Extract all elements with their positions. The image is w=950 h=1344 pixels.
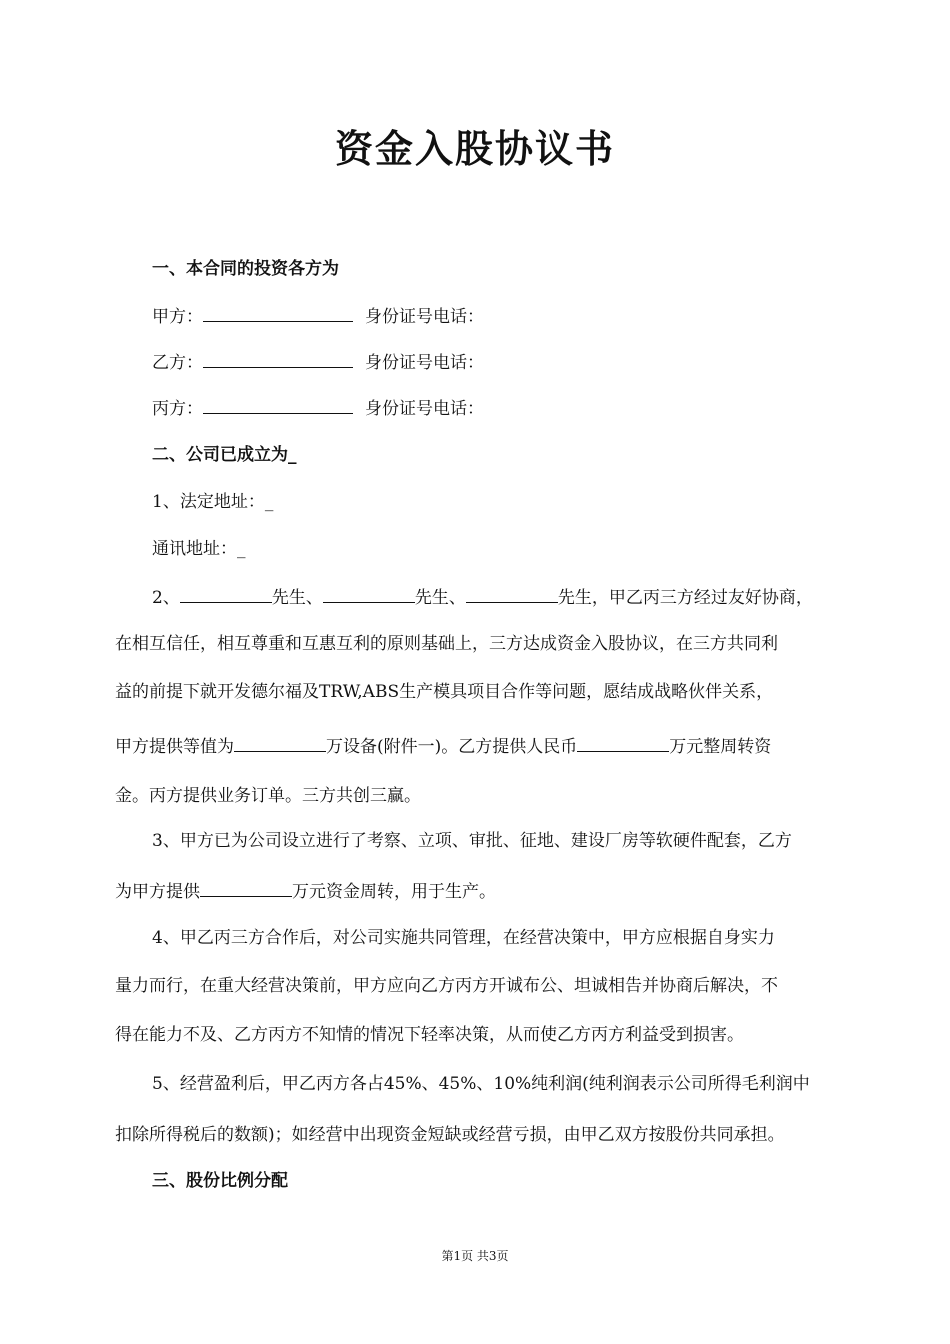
funding-purpose-label: 万元资金周转，用于生产。 [292,882,496,902]
document-title: 资金入股协议书 [334,127,615,171]
section-2-heading: 二、公司已成立为_ [152,445,297,465]
party-a-line [152,304,484,328]
funding-label: 为甲方提供 [115,882,200,902]
mr-2-label: 先生、 [414,588,466,608]
clause-5-line-1: 5、经营盈利后，甲乙丙方各占45%、45%、10%纯利润(纯利润表示公司所得毛利润中 [152,1074,810,1094]
clause-2-line-5: 金。丙方提供业务订单。三方共创三赢。 [115,786,421,806]
rmb-amount-blank[interactable] [577,734,669,752]
clause-2-line-4 [115,734,771,758]
party-c-line [152,396,484,420]
equipment-value-blank[interactable] [234,734,326,752]
party-a-id-phone-label: 身份证号电话： [365,307,484,327]
mail-address: 通讯地址：_ [152,539,246,559]
clause-4-line-2: 量力而行，在重大经营决策前，甲方应向乙方丙方开诚布公、坦诚相告并协商后解决，不 [115,976,778,996]
equipment-value-label: 甲方提供等值为 [115,737,234,757]
party-b-id-phone-label: 身份证号电话： [365,353,484,373]
mr-2-blank[interactable] [323,585,415,603]
party-c-id-phone-label: 身份证号电话： [365,399,484,419]
mr-1-label: 先生、 [271,588,323,608]
mr-1-blank[interactable] [180,585,272,603]
party-b-line [152,350,484,374]
party-b-label: 乙方： [152,353,203,373]
clause-2-line-3: 益的前提下就开发德尔福及TRW,ABS生产模具项目合作等问题，愿结成战略伙伴关系， [115,682,774,702]
clause-3-line-1: 3、甲方已为公司设立进行了考察、立项、审批、征地、建设厂房等软硬件配套，乙方 [152,831,792,851]
clause-2-prefix: 2、 [152,588,180,608]
clause-4-line-3: 得在能力不及、乙方丙方不知情的情况下轻率决策，从而使乙方丙方利益受到损害。 [115,1025,744,1045]
clause-5-line-2: 扣除所得税后的数额)；如经营中出现资金短缺或经营亏损，由甲乙双方按股份共同承担。 [115,1125,785,1145]
clause-2-line-2: 在相互信任，相互尊重和互惠互利的原则基础上，三方达成资金入股协议，在三方共同利 [115,634,778,654]
party-c-label: 丙方： [152,399,203,419]
mr-3-blank[interactable] [466,585,558,603]
party-a-label: 甲方： [152,307,203,327]
clause-3-line-2 [115,879,496,903]
section-3-heading: 三、股份比例分配 [152,1171,288,1191]
section-1-heading: 一、本合同的投资各方为 [152,259,339,279]
working-capital-label: 万元整周转资 [669,737,772,757]
clause-2-line-1 [152,585,813,609]
legal-address: 1、法定地址：_ [152,492,274,512]
party-a-blank[interactable] [203,304,353,322]
rmb-label: 万设备(附件一)。乙方提供人民币 [326,737,578,757]
mr-3-label: 先生，甲乙丙三方经过友好协商， [557,588,813,608]
page-footer: 第1页 共3页 [441,1249,509,1263]
clause-4-line-1: 4、甲乙丙三方合作后，对公司实施共同管理，在经营决策中，甲方应根据自身实力 [152,928,775,948]
party-b-blank[interactable] [203,350,353,368]
party-c-blank[interactable] [203,396,353,414]
funding-amount-blank[interactable] [200,879,292,897]
